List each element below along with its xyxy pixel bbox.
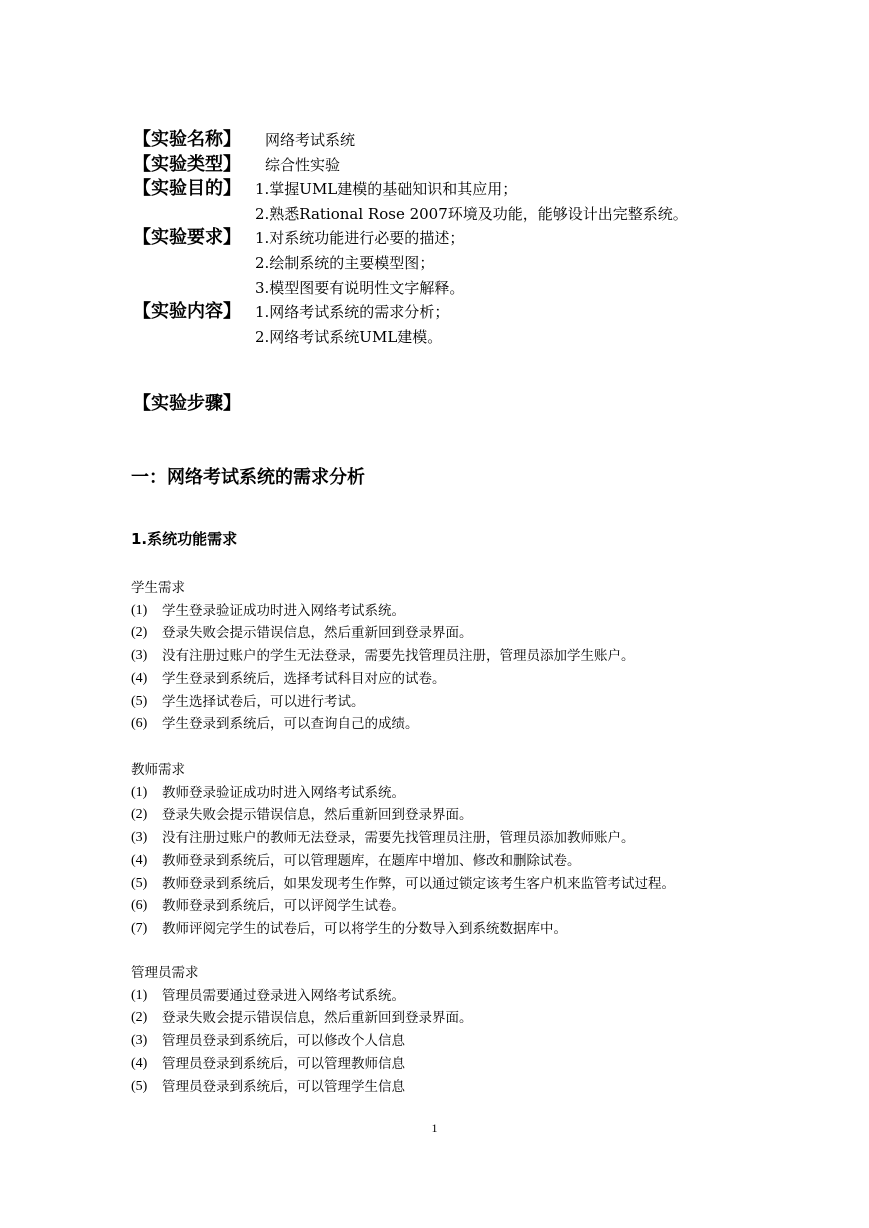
purpose-item: 2.熟悉Rational Rose 2007环境及功能，能够设计出完整系统。 — [255, 204, 688, 223]
list-item — [131, 873, 831, 896]
teacher-requirements — [131, 759, 831, 941]
item-text: 教师登录到系统后，如果发现考生作弊，可以通过锁定该考生客户机来监管考试过程。 — [162, 875, 675, 892]
section-heading: 一：网络考试系统的需求分析 — [131, 467, 365, 488]
experiment-name-row — [133, 128, 813, 153]
list-item — [131, 895, 831, 918]
steps-heading: 【实验步骤】 — [133, 393, 241, 414]
item-number: (1) — [131, 784, 148, 800]
list-item — [131, 645, 831, 668]
item-text: 没有注册过账户的教师无法登录，需要先找管理员注册，管理员添加教师账户。 — [162, 830, 635, 847]
experiment-purpose-label: 【实验目的】 — [133, 178, 241, 200]
item-number: (1) — [131, 602, 148, 618]
item-number: (1) — [131, 987, 148, 1003]
item-text: 没有注册过账户的学生无法登录，需要先找管理员注册，管理员添加学生账户。 — [162, 648, 635, 665]
item-number: (7) — [131, 920, 148, 936]
list-item — [131, 713, 831, 736]
item-text: 登录失败会提示错误信息，然后重新回到登录界面。 — [162, 625, 473, 642]
content-item: 1.网络考试系统的需求分析； — [255, 303, 450, 322]
item-text: 管理员需要通过登录进入网络考试系统。 — [162, 987, 405, 1004]
item-number: (2) — [131, 1010, 148, 1026]
list-item — [131, 918, 831, 941]
item-number: (5) — [131, 1078, 148, 1094]
list-item — [131, 850, 831, 873]
item-number: (6) — [131, 898, 148, 914]
list-item — [131, 1053, 831, 1076]
item-text: 学生登录验证成功时进入网络考试系统。 — [162, 602, 405, 619]
requirement-item: 3.模型图要有说明性文字解释。 — [255, 278, 465, 297]
experiment-purpose-row — [133, 177, 813, 226]
item-text: 管理员登录到系统后，可以修改个人信息 — [162, 1033, 405, 1050]
experiment-type-label: 【实验类型】 — [133, 153, 241, 175]
student-requirements-title: 学生需求 — [131, 580, 185, 596]
item-number: (6) — [131, 716, 148, 732]
item-text: 学生登录到系统后，可以查询自己的成绩。 — [162, 716, 419, 733]
experiment-content-list — [255, 300, 813, 349]
item-number: (2) — [131, 625, 148, 641]
admin-requirements — [131, 962, 831, 1098]
item-number: (2) — [131, 807, 148, 823]
item-number: (4) — [131, 1055, 148, 1071]
page-number: 1 — [431, 1121, 438, 1135]
item-text: 学生选择试卷后，可以进行考试。 — [162, 693, 365, 710]
item-text: 教师评阅完学生的试卷后，可以将学生的分数导入到系统数据库中。 — [162, 920, 567, 937]
experiment-name-value: 网络考试系统 — [265, 131, 356, 149]
experiment-content-row — [133, 300, 813, 349]
student-requirements — [131, 577, 831, 736]
experiment-type-row — [133, 153, 813, 178]
list-item — [131, 804, 831, 827]
list-item — [131, 782, 831, 805]
experiment-requirements-label: 【实验要求】 — [133, 227, 241, 249]
list-item — [131, 1076, 831, 1099]
list-item — [131, 691, 831, 714]
item-text: 学生登录到系统后，选择考试科目对应的试卷。 — [162, 670, 446, 687]
item-number: (4) — [131, 852, 148, 868]
item-number: (3) — [131, 648, 148, 664]
experiment-requirements-row — [133, 226, 813, 300]
content-item: 2.网络考试系统UML建模。 — [255, 327, 443, 346]
admin-requirements-title: 管理员需求 — [131, 965, 199, 981]
item-text: 教师登录到系统后，可以评阅学生试卷。 — [162, 898, 405, 915]
item-text: 管理员登录到系统后，可以管理教师信息 — [162, 1055, 405, 1072]
requirement-item: 2.绘制系统的主要模型图； — [255, 253, 435, 272]
list-item — [131, 622, 831, 645]
experiment-info — [133, 128, 813, 349]
item-number: (5) — [131, 875, 148, 891]
experiment-type-value: 综合性实验 — [265, 155, 341, 174]
list-item — [131, 1007, 831, 1030]
item-text: 登录失败会提示错误信息，然后重新回到登录界面。 — [162, 807, 473, 824]
item-number: (3) — [131, 830, 148, 846]
teacher-requirements-title: 教师需求 — [131, 762, 185, 778]
item-text: 教师登录验证成功时进入网络考试系统。 — [162, 784, 405, 801]
item-text: 管理员登录到系统后，可以管理学生信息 — [162, 1078, 405, 1095]
list-item — [131, 600, 831, 623]
item-number: (3) — [131, 1033, 148, 1049]
list-item — [131, 985, 831, 1008]
sub-heading: 1.系统功能需求 — [131, 530, 238, 548]
list-item — [131, 1030, 831, 1053]
experiment-requirements-list — [255, 226, 813, 300]
experiment-content-label: 【实验内容】 — [133, 301, 241, 323]
experiment-name-label: 【实验名称】 — [133, 129, 241, 150]
item-number: (4) — [131, 670, 148, 686]
item-number: (5) — [131, 693, 148, 709]
item-text: 登录失败会提示错误信息，然后重新回到登录界面。 — [162, 1010, 473, 1027]
requirement-item: 1.对系统功能进行必要的描述； — [255, 229, 465, 248]
list-item — [131, 668, 831, 691]
purpose-item: 1.掌握UML建模的基础知识和其应用； — [255, 180, 518, 199]
experiment-purpose-list — [255, 177, 813, 226]
list-item — [131, 827, 831, 850]
item-text: 教师登录到系统后，可以管理题库，在题库中增加、修改和删除试卷。 — [162, 852, 581, 869]
